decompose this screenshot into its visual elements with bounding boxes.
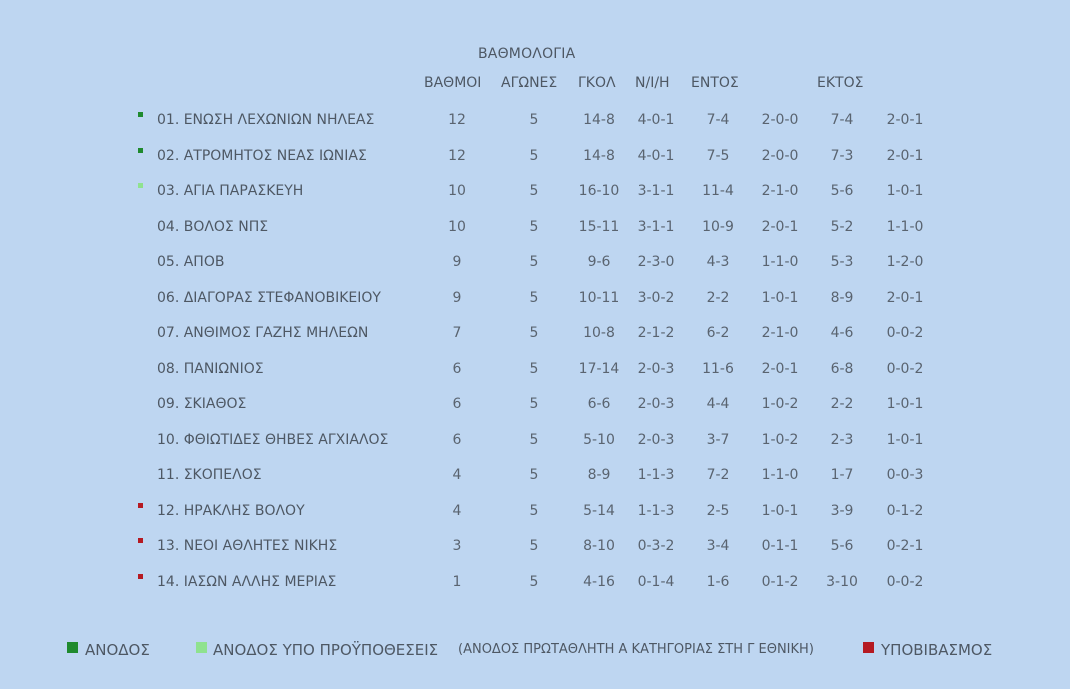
away-goals-cell: 7-4 bbox=[830, 112, 854, 128]
away-goals-cell: 1-7 bbox=[830, 467, 854, 483]
relegation-legend-square bbox=[863, 642, 874, 653]
games-cell: 5 bbox=[529, 254, 539, 270]
wdl-cell: 2-0-3 bbox=[637, 396, 675, 412]
header-goals: ΓΚΟΛ bbox=[578, 75, 616, 91]
team-name: 05. ΑΠΟΒ bbox=[157, 254, 225, 270]
goals-cell: 17-14 bbox=[578, 360, 620, 377]
wdl-cell: 3-0-2 bbox=[637, 289, 675, 306]
wdl-cell: 1-1-3 bbox=[637, 502, 675, 519]
wdl-cell: 4-0-1 bbox=[637, 112, 675, 128]
away-wdl-cell: 1-2-0 bbox=[886, 254, 924, 270]
table-row bbox=[0, 422, 1070, 458]
team-name: 08. ΠΑΝΙΩΝΙΟΣ bbox=[157, 360, 264, 377]
header-away: ΕΚΤΟΣ bbox=[817, 75, 864, 91]
goals-cell: 14-8 bbox=[583, 112, 615, 128]
header-home: ΕΝΤΟΣ bbox=[691, 75, 739, 91]
home-wdl-cell: 1-0-2 bbox=[761, 396, 799, 412]
goals-cell: 10-11 bbox=[578, 289, 620, 306]
away-wdl-cell: 0-0-2 bbox=[886, 325, 924, 341]
team-name: 12. ΗΡΑΚΛΗΣ ΒΟΛΟΥ bbox=[157, 502, 305, 519]
wdl-cell: 0-1-4 bbox=[637, 573, 675, 590]
away-wdl-cell: 2-0-1 bbox=[886, 289, 924, 306]
away-goals-cell: 4-6 bbox=[830, 325, 854, 341]
points-cell: 6 bbox=[452, 396, 462, 412]
points-cell: 3 bbox=[452, 538, 462, 554]
table-row bbox=[0, 315, 1070, 351]
away-goals-cell: 8-9 bbox=[830, 289, 854, 306]
games-cell: 5 bbox=[529, 183, 539, 199]
table-row bbox=[0, 386, 1070, 422]
team-name: 10. ΦΘΙΩΤΙΔΕΣ ΘΗΒΕΣ ΑΓΧΙΑΛΟΣ bbox=[157, 431, 389, 448]
team-name: 06. ΔΙΑΓΟΡΑΣ ΣΤΕΦΑΝΟΒΙΚΕΙΟΥ bbox=[157, 289, 381, 306]
games-cell: 5 bbox=[529, 218, 539, 235]
legend bbox=[0, 640, 1070, 664]
header-points: ΒΑΘΜΟΙ bbox=[424, 75, 482, 91]
games-cell: 5 bbox=[529, 573, 539, 590]
goals-cell: 4-16 bbox=[583, 573, 615, 590]
away-wdl-cell: 0-2-1 bbox=[886, 538, 924, 554]
away-wdl-cell: 0-1-2 bbox=[886, 502, 924, 519]
home-goals-cell: 7-4 bbox=[706, 112, 730, 128]
away-wdl-cell: 0-0-2 bbox=[886, 360, 924, 377]
goals-cell: 15-11 bbox=[578, 218, 620, 235]
goals-cell: 5-14 bbox=[583, 502, 615, 519]
goals-cell: 6-6 bbox=[587, 396, 611, 412]
points-cell: 6 bbox=[452, 360, 462, 377]
wdl-cell: 0-3-2 bbox=[637, 538, 675, 554]
table-row bbox=[0, 564, 1070, 600]
games-cell: 5 bbox=[529, 112, 539, 128]
home-wdl-cell: 2-0-0 bbox=[761, 147, 799, 164]
points-cell: 10 bbox=[448, 183, 466, 199]
promotion-legend-label: ΑΝΟΔΟΣ bbox=[85, 641, 150, 659]
home-wdl-cell: 1-1-0 bbox=[761, 254, 799, 270]
home-goals-cell: 7-5 bbox=[706, 147, 730, 164]
relegation-marker bbox=[138, 574, 143, 579]
away-wdl-cell: 2-0-1 bbox=[886, 147, 924, 164]
away-goals-cell: 2-3 bbox=[830, 431, 854, 448]
team-name: 14. ΙΑΣΩΝ ΑΛΛΗΣ ΜΕΡΙΑΣ bbox=[157, 573, 337, 590]
points-cell: 7 bbox=[452, 325, 462, 341]
promotion-marker bbox=[138, 148, 143, 153]
table-row bbox=[0, 209, 1070, 245]
points-cell: 9 bbox=[452, 289, 462, 306]
team-name: 07. ΑΝΘΙΜΟΣ ΓΑΖΗΣ ΜΗΛΕΩΝ bbox=[157, 325, 369, 341]
games-cell: 5 bbox=[529, 502, 539, 519]
home-goals-cell: 3-7 bbox=[706, 431, 730, 448]
away-goals-cell: 2-2 bbox=[830, 396, 854, 412]
points-cell: 12 bbox=[448, 147, 466, 164]
wdl-cell: 3-1-1 bbox=[637, 183, 675, 199]
away-wdl-cell: 1-0-1 bbox=[886, 431, 924, 448]
wdl-cell: 2-0-3 bbox=[637, 431, 675, 448]
games-cell: 5 bbox=[529, 396, 539, 412]
away-goals-cell: 7-3 bbox=[830, 147, 854, 164]
home-wdl-cell: 2-1-0 bbox=[761, 325, 799, 341]
home-goals-cell: 6-2 bbox=[706, 325, 730, 341]
home-goals-cell: 4-4 bbox=[706, 396, 730, 412]
header-games: ΑΓΩΝΕΣ bbox=[501, 75, 558, 91]
table-row bbox=[0, 528, 1070, 564]
games-cell: 5 bbox=[529, 360, 539, 377]
home-wdl-cell: 0-1-1 bbox=[761, 538, 799, 554]
home-goals-cell: 11-6 bbox=[702, 360, 734, 377]
points-cell: 4 bbox=[452, 467, 462, 483]
goals-cell: 8-10 bbox=[583, 538, 615, 554]
team-name: 01. ΕΝΩΣΗ ΛΕΧΩΝΙΩΝ ΝΗΛΕΑΣ bbox=[157, 112, 375, 128]
standings-title: ΒΑΘΜΟΛΟΓΙΑ bbox=[478, 46, 576, 62]
table-header bbox=[0, 75, 1070, 95]
team-name: 03. ΑΓΙΑ ΠΑΡΑΣΚΕΥΗ bbox=[157, 183, 304, 199]
conditional_promotion-marker bbox=[138, 183, 143, 188]
goals-cell: 10-8 bbox=[583, 325, 615, 341]
table-row bbox=[0, 244, 1070, 280]
table-row bbox=[0, 351, 1070, 387]
header-wdl: Ν/Ι/Η bbox=[635, 75, 670, 91]
table-row bbox=[0, 280, 1070, 316]
away-wdl-cell: 2-0-1 bbox=[886, 112, 924, 128]
away-wdl-cell: 0-0-3 bbox=[886, 467, 924, 483]
points-cell: 1 bbox=[452, 573, 462, 590]
points-cell: 10 bbox=[448, 218, 466, 235]
home-goals-cell: 3-4 bbox=[706, 538, 730, 554]
home-wdl-cell: 1-0-1 bbox=[761, 502, 799, 519]
home-wdl-cell: 0-1-2 bbox=[761, 573, 799, 590]
away-wdl-cell: 1-0-1 bbox=[886, 183, 924, 199]
team-name: 11. ΣΚΟΠΕΛΟΣ bbox=[157, 467, 262, 483]
table-row bbox=[0, 457, 1070, 493]
home-goals-cell: 11-4 bbox=[702, 183, 734, 199]
home-goals-cell: 2-2 bbox=[706, 289, 730, 306]
conditional-promotion-legend-label: ΑΝΟΔΟΣ ΥΠΟ ΠΡΟΫΠΟΘΕΣΕΙΣ bbox=[213, 641, 439, 659]
away-wdl-cell: 1-0-1 bbox=[886, 396, 924, 412]
away-wdl-cell: 1-1-0 bbox=[886, 218, 924, 235]
home-goals-cell: 10-9 bbox=[702, 218, 734, 235]
points-cell: 4 bbox=[452, 502, 462, 519]
away-goals-cell: 6-8 bbox=[830, 360, 854, 377]
wdl-cell: 3-1-1 bbox=[637, 218, 675, 235]
home-wdl-cell: 2-0-1 bbox=[761, 360, 799, 377]
team-name: 09. ΣΚΙΑΘΟΣ bbox=[157, 396, 247, 412]
relegation-legend-label: ΥΠΟΒΙΒΑΣΜΟΣ bbox=[881, 641, 993, 659]
wdl-cell: 2-1-2 bbox=[637, 325, 675, 341]
goals-cell: 16-10 bbox=[578, 183, 620, 199]
wdl-cell: 2-0-3 bbox=[637, 360, 675, 377]
away-goals-cell: 3-10 bbox=[826, 573, 858, 590]
wdl-cell: 4-0-1 bbox=[637, 147, 675, 164]
points-cell: 9 bbox=[452, 254, 462, 270]
home-goals-cell: 2-5 bbox=[706, 502, 730, 519]
games-cell: 5 bbox=[529, 467, 539, 483]
home-wdl-cell: 1-0-1 bbox=[761, 289, 799, 306]
team-name: 13. ΝΕΟΙ ΑΘΛΗΤΕΣ ΝΙΚΗΣ bbox=[157, 538, 338, 554]
goals-cell: 8-9 bbox=[587, 467, 611, 483]
relegation-marker bbox=[138, 538, 143, 543]
home-wdl-cell: 1-1-0 bbox=[761, 467, 799, 483]
games-cell: 5 bbox=[529, 431, 539, 448]
table-row bbox=[0, 493, 1070, 529]
home-goals-cell: 7-2 bbox=[706, 467, 730, 483]
home-goals-cell: 1-6 bbox=[706, 573, 730, 590]
points-cell: 12 bbox=[448, 112, 466, 128]
table-row bbox=[0, 173, 1070, 209]
promotion-legend-square bbox=[67, 642, 78, 653]
promotion-marker bbox=[138, 112, 143, 117]
table-row bbox=[0, 102, 1070, 138]
table-row bbox=[0, 138, 1070, 174]
away-goals-cell: 5-6 bbox=[830, 183, 854, 199]
home-wdl-cell: 2-0-0 bbox=[761, 112, 799, 128]
games-cell: 5 bbox=[529, 325, 539, 341]
goals-cell: 14-8 bbox=[583, 147, 615, 164]
relegation-marker bbox=[138, 503, 143, 508]
points-cell: 6 bbox=[452, 431, 462, 448]
conditional-promotion-legend-square bbox=[196, 642, 207, 653]
team-name: 02. ΑΤΡΟΜΗΤΟΣ ΝΕΑΣ ΙΩΝΙΑΣ bbox=[157, 147, 367, 164]
home-goals-cell: 4-3 bbox=[706, 254, 730, 270]
away-goals-cell: 3-9 bbox=[830, 502, 854, 519]
wdl-cell: 1-1-3 bbox=[637, 467, 675, 483]
games-cell: 5 bbox=[529, 147, 539, 164]
conditional-promotion-note: (ΑΝΟΔΟΣ ΠΡΩΤΑΘΛΗΤΗ Α ΚΑΤΗΓΟΡΙΑΣ ΣΤΗ Γ ΕΘΝΙΚΗ) bbox=[458, 642, 814, 657]
home-wdl-cell: 2-1-0 bbox=[761, 183, 799, 199]
team-name: 04. ΒΟΛΟΣ ΝΠΣ bbox=[157, 218, 269, 235]
away-wdl-cell: 0-0-2 bbox=[886, 573, 924, 590]
wdl-cell: 2-3-0 bbox=[637, 254, 675, 270]
goals-cell: 5-10 bbox=[583, 431, 615, 448]
home-wdl-cell: 1-0-2 bbox=[761, 431, 799, 448]
goals-cell: 9-6 bbox=[587, 254, 611, 270]
away-goals-cell: 5-6 bbox=[830, 538, 854, 554]
away-goals-cell: 5-3 bbox=[830, 254, 854, 270]
standings-table bbox=[0, 102, 1070, 599]
games-cell: 5 bbox=[529, 289, 539, 306]
home-wdl-cell: 2-0-1 bbox=[761, 218, 799, 235]
games-cell: 5 bbox=[529, 538, 539, 554]
away-goals-cell: 5-2 bbox=[830, 218, 854, 235]
